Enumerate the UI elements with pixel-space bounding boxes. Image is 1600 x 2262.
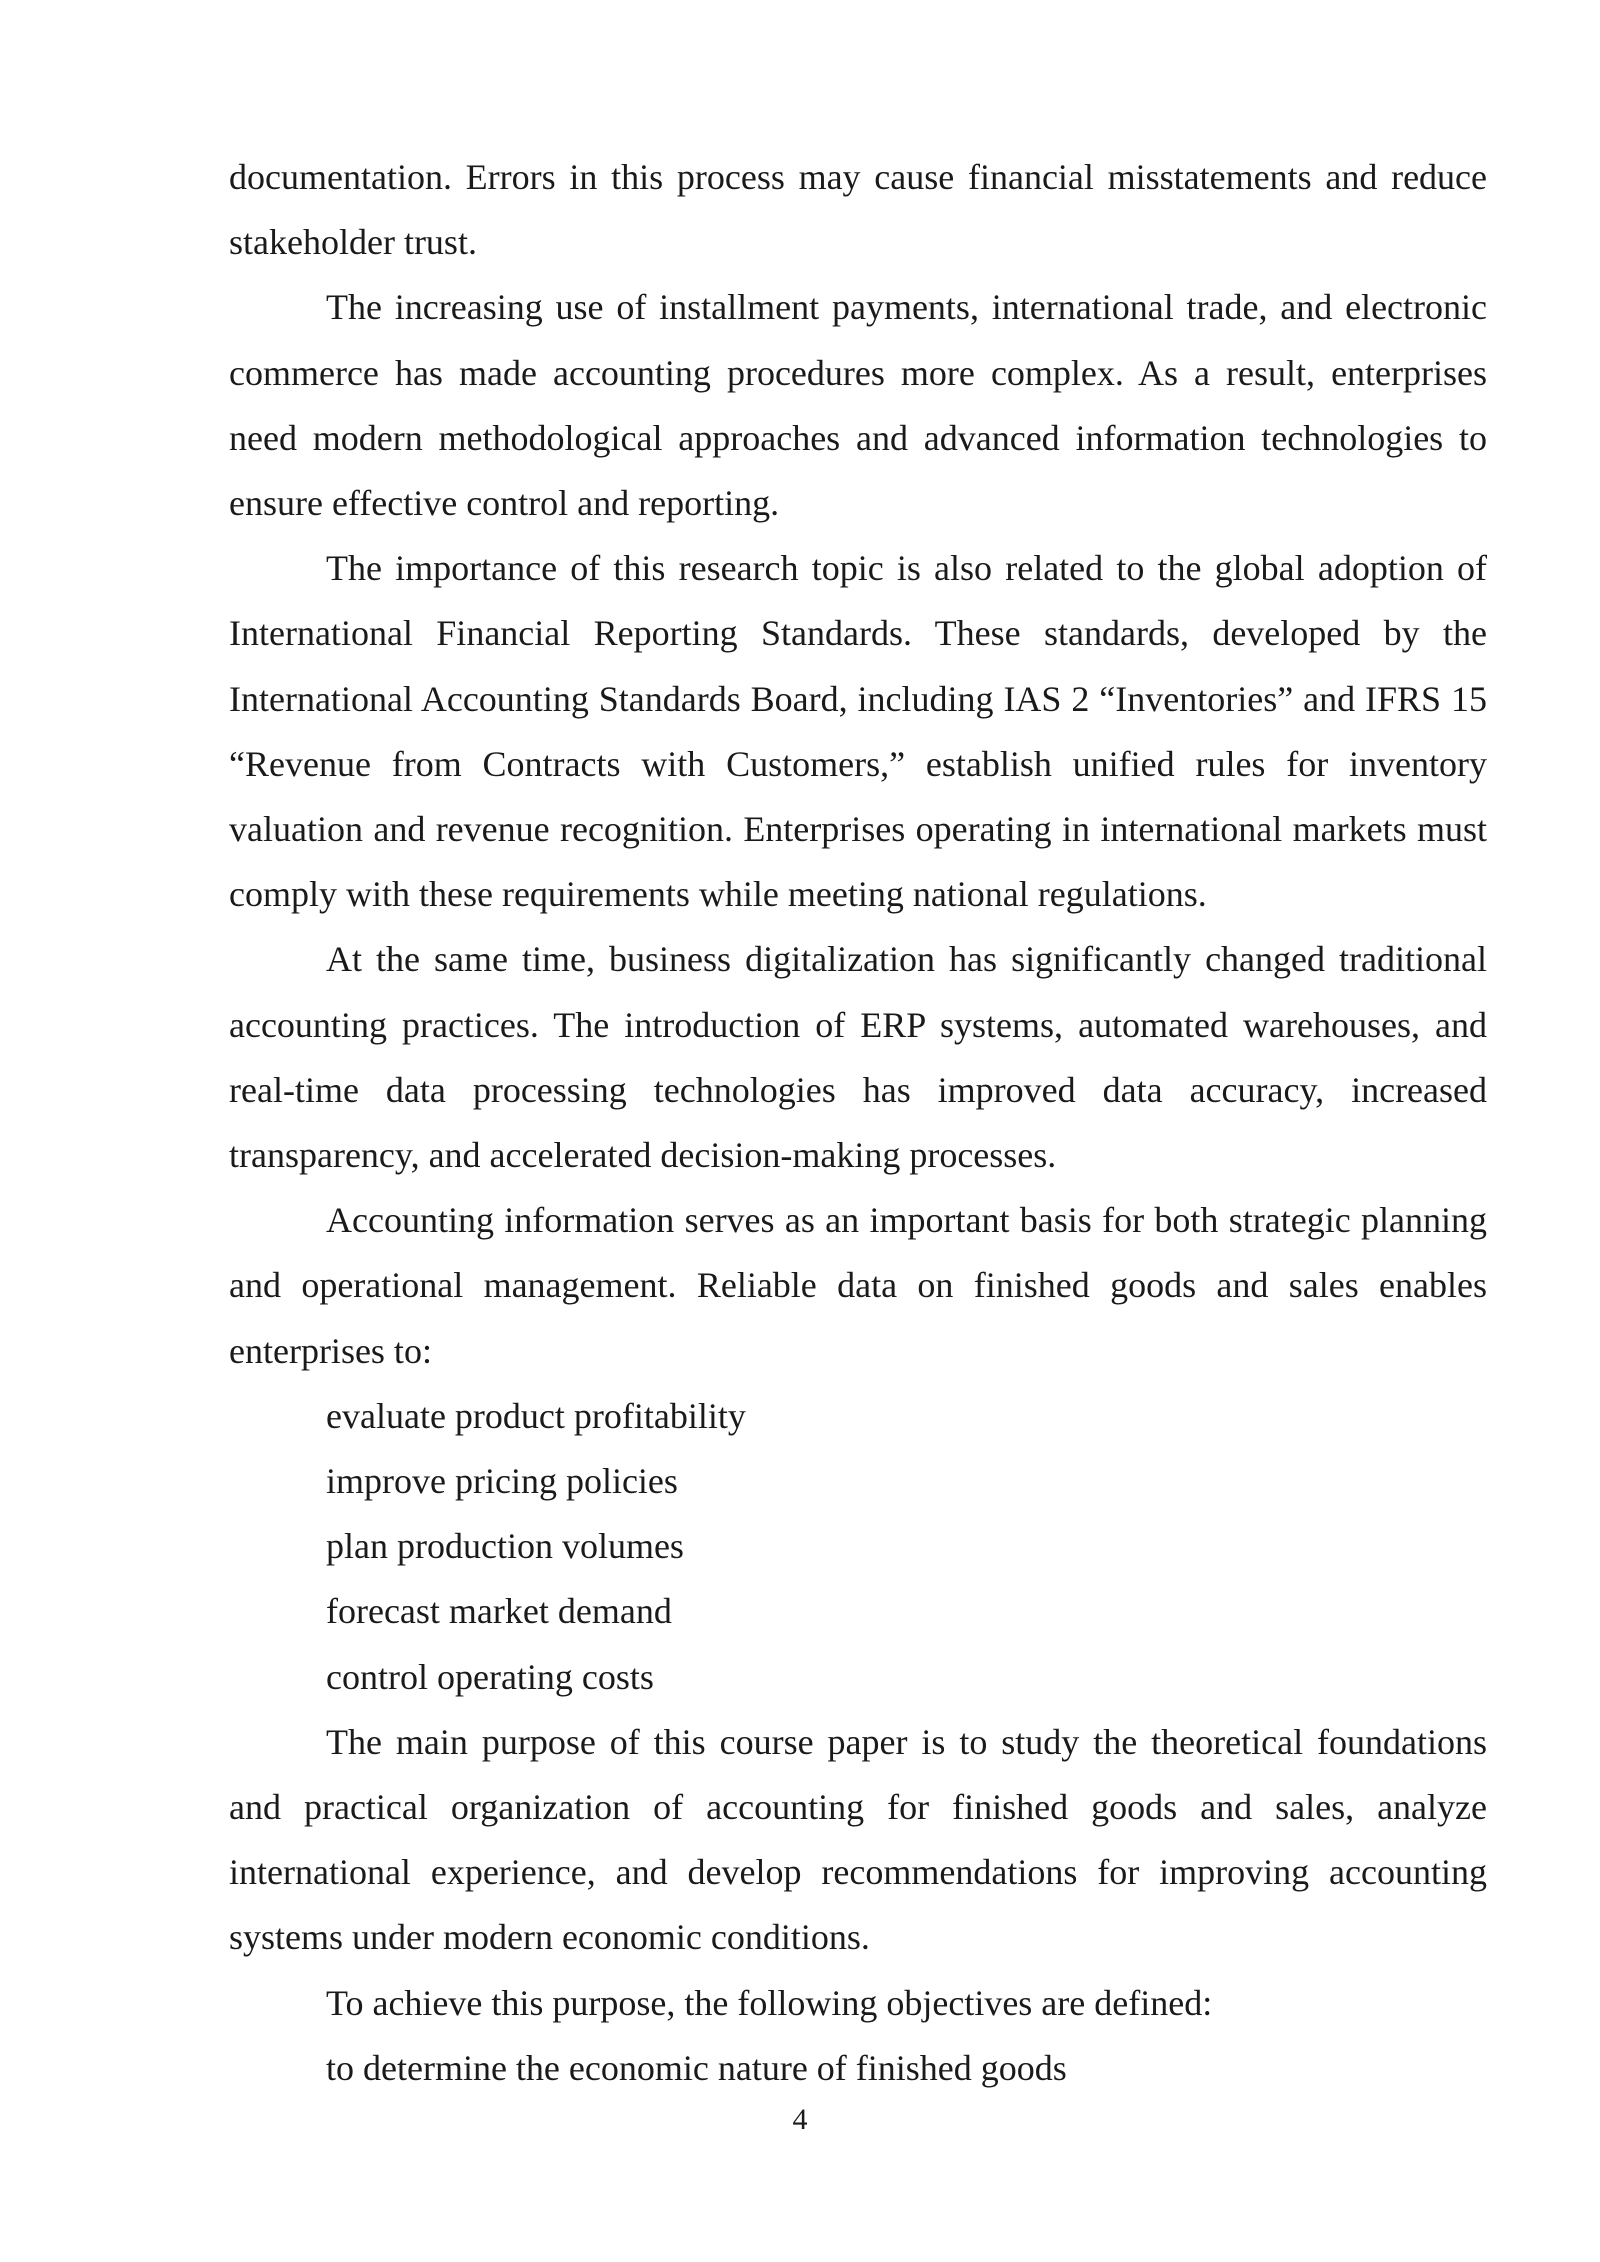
list-item: evaluate product profitability: [326, 1395, 746, 1436]
page-body: [229, 145, 1487, 2101]
paragraph-complexity: The increasing use of installment payments, international trade, and electronic commerce has made accounting procedures more complex. As a result, enterprises need modern methodological approaches and advanced information technologies to ensure effective control and reporting.: [229, 287, 1487, 524]
page-number: 4: [792, 2103, 808, 2136]
paragraph-purpose: The main purpose of this course paper is to study the theoretical foundations and practical organization of accounting for finished goods and sales, analyze international experience, and develop recommendations for improving accounting systems under modern economic conditions.: [229, 1721, 1487, 1958]
paragraph-digitalization: At the same time, business digitalization has significantly changed traditional accounting practices. The introduction of ERP systems, automated warehouses, and real-time data processing technologies has improved data accuracy, increased transparency, and accelerated decision-making processes.: [229, 939, 1487, 1176]
objective-item: to determine the economic nature of finished goods: [326, 2047, 1067, 2088]
list-item: control operating costs: [326, 1656, 654, 1697]
list-item: forecast market demand: [326, 1591, 672, 1632]
paragraph-ifrs: The importance of this research topic is also related to the global adoption of International Financial Reporting Standards. These standards, developed by the International Accounting Standards Board, including IAS 2 “Inventories” and IFRS 15 “Revenue from Contracts with Customers,” establish unified rules for inventory valuation and revenue recognition. Enterprises operating in international markets must comply with these requirements while meeting national regulations.: [229, 548, 1487, 915]
list-item: plan production volumes: [326, 1526, 684, 1567]
list-item: improve pricing policies: [326, 1461, 678, 1502]
objectives-list: [229, 2036, 1487, 2101]
paragraph-continuation: documentation. Errors in this process may cause financial misstatements and reduce stakeholder trust.: [229, 157, 1487, 263]
paragraph-accounting-information: Accounting information serves as an important basis for both strategic planning and operational management. Reliable data on finished goods and sales enables enterprises to:: [229, 1200, 1487, 1371]
enterprise-benefits-list: [229, 1384, 1487, 1710]
paragraph-objectives-intro: To achieve this purpose, the following objectives are defined:: [326, 1982, 1213, 2023]
